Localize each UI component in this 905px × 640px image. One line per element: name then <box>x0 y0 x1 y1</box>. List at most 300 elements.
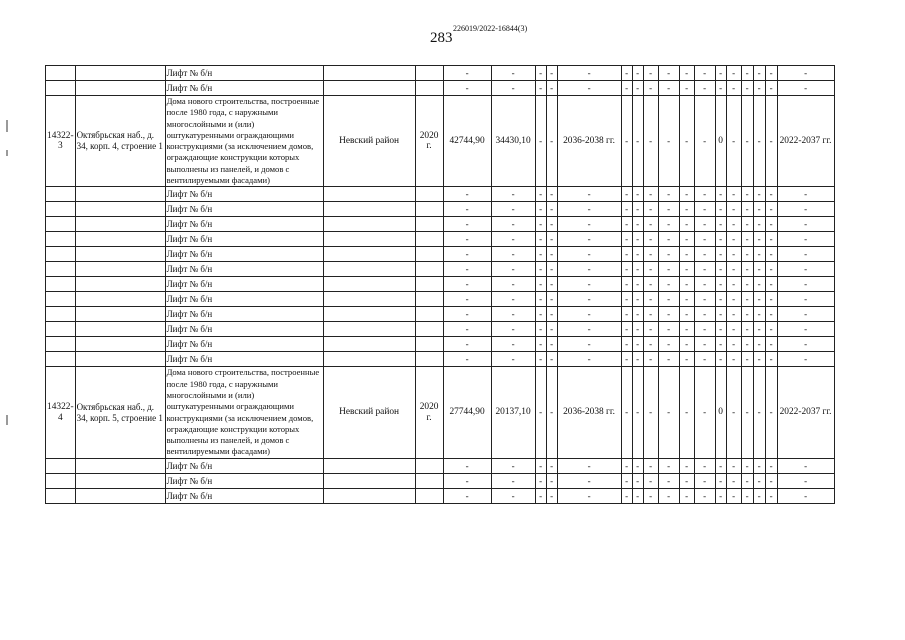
total-area: 27744,90 <box>443 367 491 458</box>
dash-cell: - <box>765 187 777 202</box>
dash-cell: - <box>715 488 726 503</box>
dash-cell: - <box>557 66 621 81</box>
dash-cell: - <box>658 322 679 337</box>
dash-cell: - <box>546 247 557 262</box>
building-id-cell <box>46 202 76 217</box>
dash-cell: - <box>715 262 726 277</box>
dash-cell: - <box>694 202 715 217</box>
dash-cell: - <box>726 217 741 232</box>
binding-mark <box>6 150 8 156</box>
year-cell <box>415 187 443 202</box>
building-description: Дома нового строительства, построенные после 1980 года, с наружными многослойными и (или) оштукатуренными ограждающими конструкциями (за исключением домов, ограждающие конструкции которых выполнены из панелей, и домов с вентилируемыми фасадами) <box>165 367 323 458</box>
building-row <box>46 96 835 187</box>
dash-cell: - <box>715 187 726 202</box>
dash-cell: - <box>557 247 621 262</box>
dash-cell: - <box>621 488 632 503</box>
dash-cell: - <box>694 217 715 232</box>
dash-cell: - <box>694 458 715 473</box>
building-row <box>46 367 835 458</box>
dash-cell: - <box>741 202 753 217</box>
dash-cell: - <box>694 367 715 458</box>
address-cell <box>75 187 165 202</box>
address-cell <box>75 277 165 292</box>
dash-cell: - <box>753 488 765 503</box>
dash-cell: - <box>557 322 621 337</box>
dash-cell: - <box>694 292 715 307</box>
dash-cell: - <box>715 277 726 292</box>
dash-cell: - <box>726 202 741 217</box>
dash-cell: - <box>546 187 557 202</box>
dash-cell: - <box>679 96 694 187</box>
dash-cell: - <box>491 352 535 367</box>
dash-cell: - <box>557 217 621 232</box>
dash-cell: - <box>491 66 535 81</box>
dash-cell: - <box>535 66 546 81</box>
year-cell <box>415 247 443 262</box>
district-cell <box>323 81 415 96</box>
address-cell <box>75 247 165 262</box>
dash-cell: - <box>715 292 726 307</box>
dash-cell: - <box>741 81 753 96</box>
dash-cell: - <box>726 292 741 307</box>
dash-cell: - <box>621 473 632 488</box>
dash-cell: - <box>546 96 557 187</box>
dash-cell: - <box>491 232 535 247</box>
dash-cell: - <box>632 202 643 217</box>
dash-cell: - <box>557 307 621 322</box>
dash-cell: - <box>726 96 741 187</box>
dash-cell: - <box>546 202 557 217</box>
dash-cell: - <box>741 307 753 322</box>
dash-cell: - <box>765 458 777 473</box>
dash-cell: - <box>557 458 621 473</box>
dash-cell: - <box>715 473 726 488</box>
address-cell <box>75 217 165 232</box>
dash-cell: - <box>679 307 694 322</box>
dash-cell: - <box>643 337 658 352</box>
dash-cell: - <box>694 322 715 337</box>
lift-row <box>46 247 835 262</box>
dash-cell: - <box>621 202 632 217</box>
dash-cell: - <box>658 277 679 292</box>
dash-cell: - <box>443 292 491 307</box>
dash-cell: - <box>765 473 777 488</box>
dash-cell: - <box>643 458 658 473</box>
dash-cell: - <box>491 458 535 473</box>
lift-row <box>46 337 835 352</box>
building-address: Октябрьская наб., д. 34, корп. 5, строение 1 <box>75 367 165 458</box>
dash-cell: - <box>679 352 694 367</box>
dash-cell: - <box>753 202 765 217</box>
dash-cell: - <box>715 352 726 367</box>
dash-cell: - <box>443 232 491 247</box>
dash-cell: - <box>643 187 658 202</box>
dash-cell: - <box>765 488 777 503</box>
dash-cell: - <box>753 337 765 352</box>
dash-cell: - <box>546 292 557 307</box>
dash-cell: - <box>753 307 765 322</box>
dash-cell: - <box>765 337 777 352</box>
dash-cell: - <box>491 247 535 262</box>
living-area: 20137,10 <box>491 367 535 458</box>
dash-cell: - <box>777 488 834 503</box>
dash-cell: - <box>632 352 643 367</box>
dash-cell: - <box>658 473 679 488</box>
address-cell <box>75 262 165 277</box>
dash-cell: - <box>643 277 658 292</box>
dash-cell: - <box>679 232 694 247</box>
lift-row <box>46 81 835 96</box>
dash-cell: - <box>679 322 694 337</box>
dash-cell: - <box>679 262 694 277</box>
building-id-cell <box>46 262 76 277</box>
lift-label: Лифт № б/н <box>165 307 323 322</box>
dash-cell: - <box>658 96 679 187</box>
binding-mark <box>6 415 8 425</box>
dash-cell: - <box>546 352 557 367</box>
lift-row <box>46 292 835 307</box>
dash-cell: - <box>621 352 632 367</box>
dash-cell: - <box>726 307 741 322</box>
dash-cell: - <box>621 322 632 337</box>
dash-cell: - <box>443 337 491 352</box>
dash-cell: - <box>535 96 546 187</box>
dash-cell: - <box>658 337 679 352</box>
dash-cell: - <box>741 232 753 247</box>
lift-label: Лифт № б/н <box>165 262 323 277</box>
dash-cell: - <box>621 247 632 262</box>
building-id-cell <box>46 66 76 81</box>
dash-cell: - <box>491 473 535 488</box>
dash-cell: - <box>632 96 643 187</box>
lift-row <box>46 322 835 337</box>
building-id-cell <box>46 307 76 322</box>
address-cell <box>75 81 165 96</box>
dash-cell: - <box>621 96 632 187</box>
district-cell <box>323 277 415 292</box>
building-id-cell <box>46 352 76 367</box>
dash-cell: - <box>777 337 834 352</box>
year-cell <box>415 307 443 322</box>
dash-cell: - <box>658 247 679 262</box>
dash-cell: - <box>753 81 765 96</box>
year-cell <box>415 458 443 473</box>
dash-cell: - <box>557 337 621 352</box>
district-cell <box>323 217 415 232</box>
lift-label: Лифт № б/н <box>165 187 323 202</box>
dash-cell: - <box>443 352 491 367</box>
dash-cell: - <box>694 96 715 187</box>
dash-cell: - <box>741 187 753 202</box>
lift-label: Лифт № б/н <box>165 232 323 247</box>
dash-cell: - <box>443 247 491 262</box>
district-cell <box>323 247 415 262</box>
dash-cell: - <box>557 277 621 292</box>
dash-cell: - <box>643 307 658 322</box>
year-cell <box>415 81 443 96</box>
dash-cell: - <box>741 367 753 458</box>
dash-cell: - <box>443 81 491 96</box>
dash-cell: - <box>632 247 643 262</box>
district-cell <box>323 352 415 367</box>
dash-cell: - <box>726 66 741 81</box>
lift-row <box>46 488 835 503</box>
dash-cell: - <box>535 367 546 458</box>
dash-cell: - <box>777 458 834 473</box>
dash-cell: - <box>741 488 753 503</box>
binding-mark <box>6 120 8 132</box>
dash-cell: - <box>694 352 715 367</box>
building-address: Октябрьская наб., д. 34, корп. 4, строение 1 <box>75 96 165 187</box>
dash-cell: - <box>632 322 643 337</box>
dash-cell: - <box>535 217 546 232</box>
lift-row <box>46 262 835 277</box>
dash-cell: - <box>741 292 753 307</box>
lift-label: Лифт № б/н <box>165 458 323 473</box>
dash-cell: - <box>443 307 491 322</box>
dash-cell: - <box>765 307 777 322</box>
lift-label: Лифт № б/н <box>165 488 323 503</box>
dash-cell: - <box>443 322 491 337</box>
dash-cell: - <box>741 473 753 488</box>
dash-cell: - <box>753 187 765 202</box>
dash-cell: - <box>621 458 632 473</box>
dash-cell: - <box>741 322 753 337</box>
dash-cell: - <box>715 458 726 473</box>
dash-cell: - <box>726 488 741 503</box>
dash-cell: - <box>726 247 741 262</box>
lift-row <box>46 232 835 247</box>
year-cell <box>415 217 443 232</box>
year-cell <box>415 488 443 503</box>
dash-cell: - <box>741 96 753 187</box>
dash-cell: - <box>621 307 632 322</box>
dash-cell: - <box>621 81 632 96</box>
page-number: 283 <box>430 30 453 46</box>
dash-cell: - <box>694 247 715 262</box>
dash-cell: - <box>694 232 715 247</box>
district-cell <box>323 187 415 202</box>
dash-cell: - <box>741 262 753 277</box>
dash-cell: - <box>643 232 658 247</box>
dash-cell: - <box>726 262 741 277</box>
dash-cell: - <box>535 352 546 367</box>
district-cell <box>323 337 415 352</box>
dash-cell: - <box>443 217 491 232</box>
dash-cell: - <box>535 232 546 247</box>
repair-period: 2036-2038 гг. <box>557 367 621 458</box>
dash-cell: - <box>621 337 632 352</box>
dash-cell: - <box>694 307 715 322</box>
building-id-cell <box>46 232 76 247</box>
lift-label: Лифт № б/н <box>165 217 323 232</box>
dash-cell: - <box>753 247 765 262</box>
dash-cell: - <box>726 187 741 202</box>
district-cell <box>323 66 415 81</box>
dash-cell: - <box>765 262 777 277</box>
dash-cell: - <box>621 277 632 292</box>
dash-cell: - <box>643 202 658 217</box>
dash-cell: - <box>557 232 621 247</box>
dash-cell: - <box>765 96 777 187</box>
dash-cell: - <box>679 367 694 458</box>
dash-cell: - <box>632 262 643 277</box>
dash-cell: - <box>643 473 658 488</box>
dash-cell: - <box>679 217 694 232</box>
address-cell <box>75 473 165 488</box>
dash-cell: - <box>443 187 491 202</box>
dash-cell: - <box>777 292 834 307</box>
dash-cell: - <box>726 352 741 367</box>
dash-cell: - <box>715 247 726 262</box>
dash-cell: - <box>753 322 765 337</box>
dash-cell: - <box>643 488 658 503</box>
dash-cell: - <box>557 81 621 96</box>
dash-cell: - <box>632 277 643 292</box>
lift-label: Лифт № б/н <box>165 247 323 262</box>
dash-cell: - <box>726 337 741 352</box>
dash-cell: - <box>765 81 777 96</box>
building-id-cell <box>46 247 76 262</box>
district: Невский район <box>323 96 415 187</box>
lift-label: Лифт № б/н <box>165 337 323 352</box>
dash-cell: - <box>765 217 777 232</box>
dash-cell: - <box>765 247 777 262</box>
dash-cell: - <box>658 307 679 322</box>
dash-cell: - <box>443 488 491 503</box>
dash-cell: - <box>777 352 834 367</box>
district-cell <box>323 488 415 503</box>
dash-cell: - <box>679 247 694 262</box>
dash-cell: - <box>632 66 643 81</box>
dash-cell: - <box>643 352 658 367</box>
dash-cell: - <box>491 322 535 337</box>
dash-cell: - <box>621 367 632 458</box>
lift-row <box>46 307 835 322</box>
dash-cell: - <box>546 307 557 322</box>
dash-cell: - <box>443 277 491 292</box>
lift-row <box>46 277 835 292</box>
dash-cell: - <box>679 187 694 202</box>
dash-cell: - <box>658 217 679 232</box>
dash-cell: - <box>777 322 834 337</box>
dash-cell: - <box>765 352 777 367</box>
district: Невский район <box>323 367 415 458</box>
year-cell <box>415 352 443 367</box>
lift-label: Лифт № б/н <box>165 202 323 217</box>
dash-cell: - <box>491 81 535 96</box>
dash-cell: - <box>643 367 658 458</box>
dash-cell: - <box>491 187 535 202</box>
dash-cell: - <box>777 473 834 488</box>
year-cell <box>415 337 443 352</box>
repair-period: 2036-2038 гг. <box>557 96 621 187</box>
zero-value: 0 <box>715 96 726 187</box>
district-cell <box>323 458 415 473</box>
dash-cell: - <box>621 292 632 307</box>
dash-cell: - <box>679 277 694 292</box>
dash-cell: - <box>535 202 546 217</box>
dash-cell: - <box>726 81 741 96</box>
dash-cell: - <box>753 232 765 247</box>
dash-cell: - <box>546 337 557 352</box>
dash-cell: - <box>765 277 777 292</box>
dash-cell: - <box>726 473 741 488</box>
dash-cell: - <box>643 217 658 232</box>
dash-cell: - <box>557 488 621 503</box>
dash-cell: - <box>491 262 535 277</box>
dash-cell: - <box>777 277 834 292</box>
dash-cell: - <box>546 262 557 277</box>
dash-cell: - <box>632 187 643 202</box>
dash-cell: - <box>741 217 753 232</box>
dash-cell: - <box>765 322 777 337</box>
address-cell <box>75 322 165 337</box>
dash-cell: - <box>726 367 741 458</box>
dash-cell: - <box>557 292 621 307</box>
dash-cell: - <box>741 277 753 292</box>
commission-year: 2020 г. <box>415 367 443 458</box>
dash-cell: - <box>741 458 753 473</box>
dash-cell: - <box>679 337 694 352</box>
dash-cell: - <box>535 307 546 322</box>
dash-cell: - <box>777 262 834 277</box>
dash-cell: - <box>632 337 643 352</box>
dash-cell: - <box>546 458 557 473</box>
dash-cell: - <box>535 458 546 473</box>
building-id: 14322-3 <box>46 96 76 187</box>
document-code: 226019/2022-16844(3) <box>453 24 528 33</box>
dash-cell: - <box>632 367 643 458</box>
dash-cell: - <box>658 488 679 503</box>
dash-cell: - <box>741 66 753 81</box>
dash-cell: - <box>491 337 535 352</box>
district-cell <box>323 473 415 488</box>
dash-cell: - <box>753 458 765 473</box>
lift-row <box>46 352 835 367</box>
dash-cell: - <box>715 337 726 352</box>
dash-cell: - <box>546 81 557 96</box>
lift-row <box>46 217 835 232</box>
building-id-cell <box>46 337 76 352</box>
building-id-cell <box>46 277 76 292</box>
dash-cell: - <box>694 262 715 277</box>
dash-cell: - <box>643 262 658 277</box>
building-id-cell <box>46 217 76 232</box>
dash-cell: - <box>679 473 694 488</box>
dash-cell: - <box>726 322 741 337</box>
dash-cell: - <box>753 352 765 367</box>
district-cell <box>323 322 415 337</box>
dash-cell: - <box>557 262 621 277</box>
lift-label: Лифт № б/н <box>165 322 323 337</box>
dash-cell: - <box>679 202 694 217</box>
dash-cell: - <box>715 217 726 232</box>
dash-cell: - <box>491 292 535 307</box>
building-id-cell <box>46 187 76 202</box>
dash-cell: - <box>491 488 535 503</box>
building-id-cell <box>46 322 76 337</box>
dash-cell: - <box>632 292 643 307</box>
dash-cell: - <box>753 217 765 232</box>
dash-cell: - <box>753 292 765 307</box>
dash-cell: - <box>643 96 658 187</box>
lift-row <box>46 202 835 217</box>
dash-cell: - <box>658 458 679 473</box>
dash-cell: - <box>726 232 741 247</box>
dash-cell: - <box>765 367 777 458</box>
dash-cell: - <box>694 473 715 488</box>
